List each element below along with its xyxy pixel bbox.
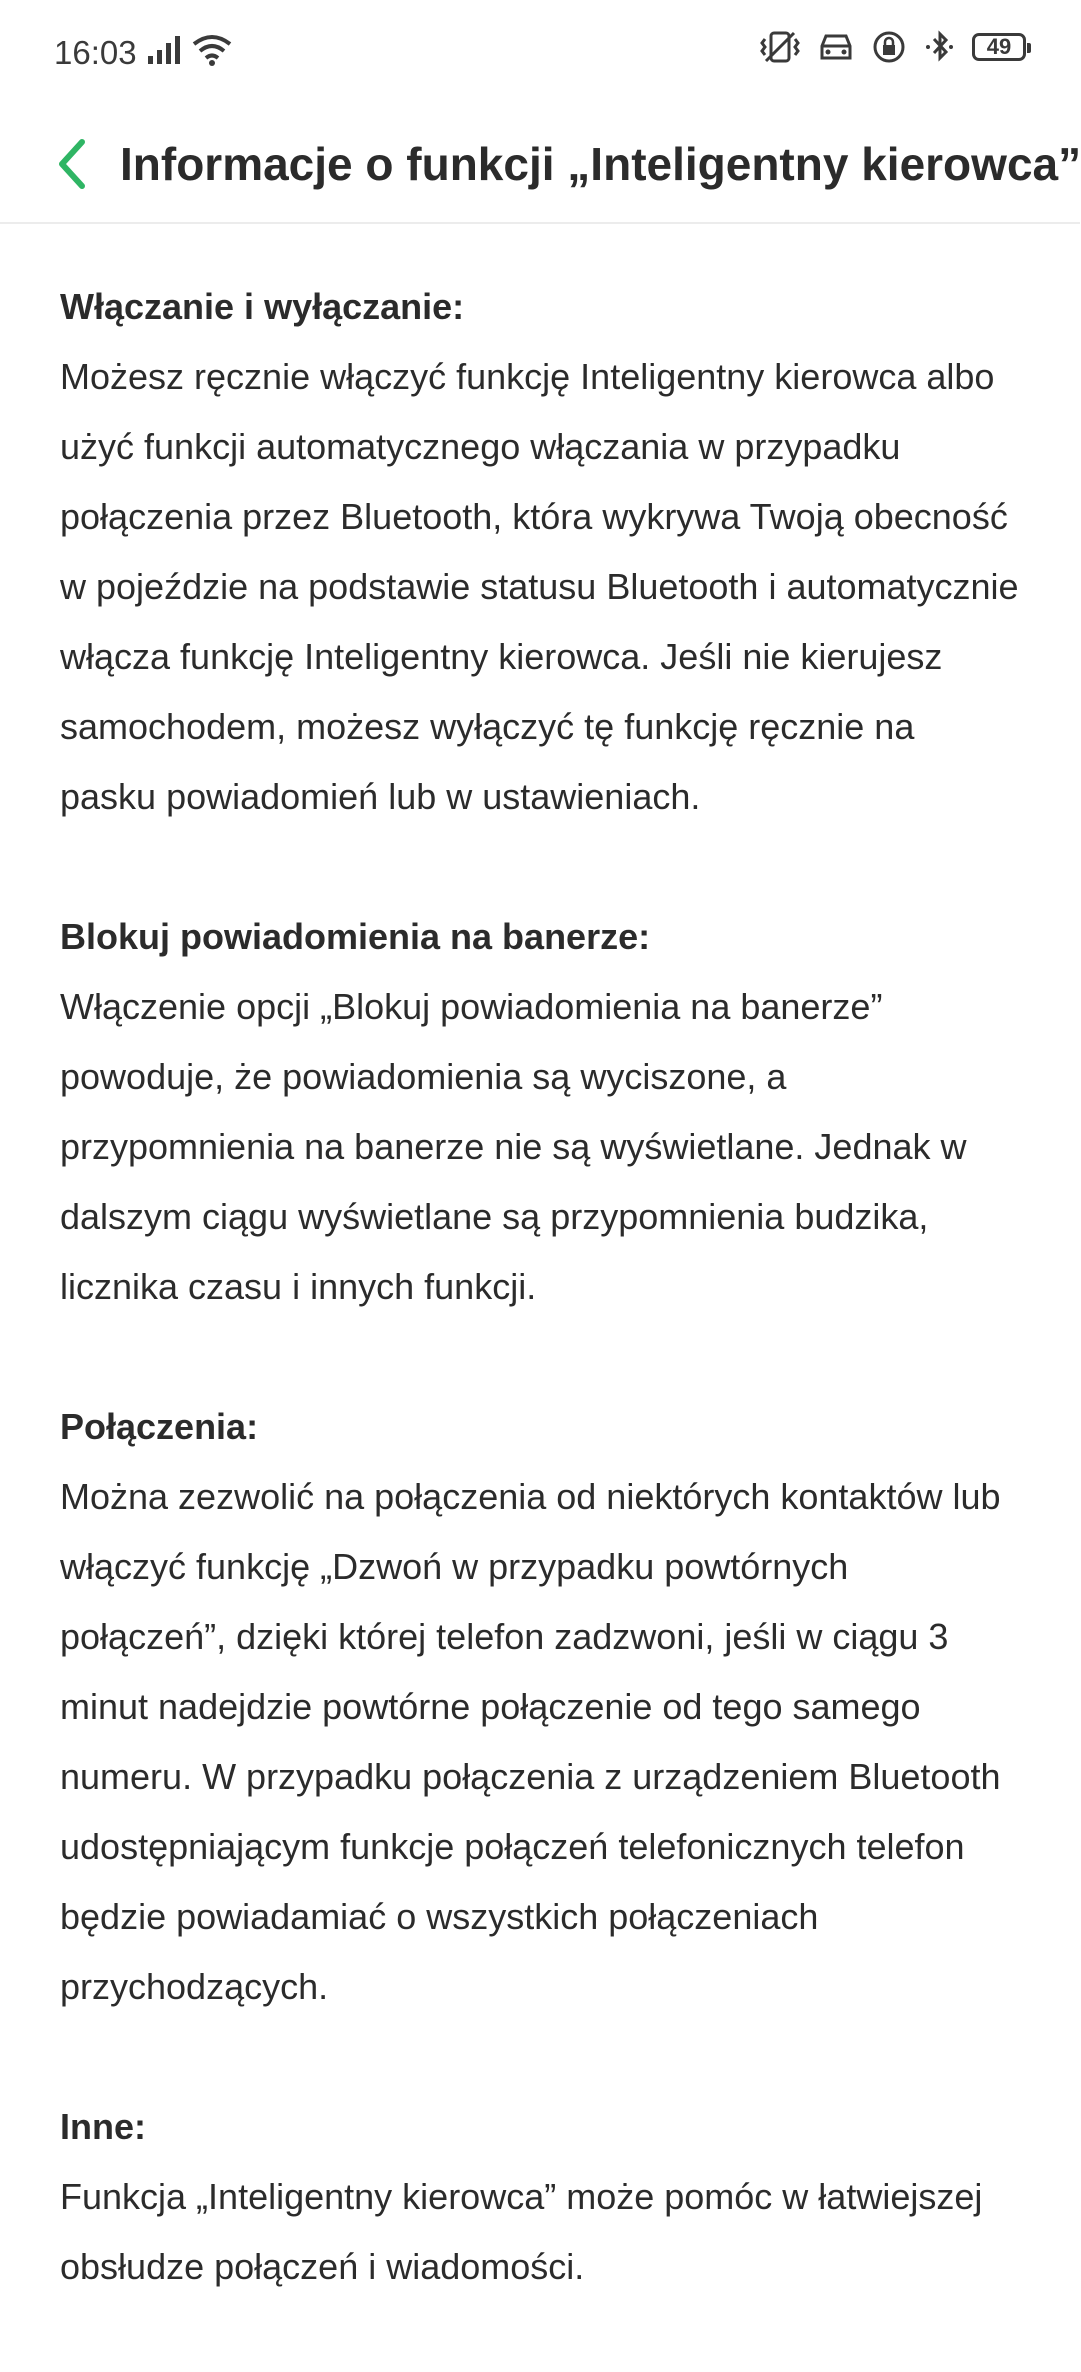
car-icon <box>816 30 856 64</box>
lock-rotation-icon <box>872 30 906 64</box>
signal-icon <box>148 36 182 64</box>
section-heading: Blokuj powiadomienia na banerze: <box>60 916 651 957</box>
section-body: Włączenie opcji „Blokuj powiadomienia na banerze” powoduje, że powiadomienia są wyciszone, a przypomnienia na banerze nie są wyświetlane. Jednak w dalszym ciągu wyświetlane są przypomnienia budzika, licznika czasu i innych funkcji. <box>60 986 967 1307</box>
page-title: Informacje o funkcji „Inteligentny kierowca” <box>120 138 1081 190</box>
app-header <box>0 112 1080 224</box>
section-heading: Połączenia: <box>60 1406 259 1447</box>
status-bar <box>0 0 1080 112</box>
section-on-off <box>60 272 1020 832</box>
section-body: Funkcja „Inteligentny kierowca” może pomóc w łatwiejszej obsłudze połączeń i wiadomości. <box>60 2176 983 2287</box>
chevron-left-icon <box>54 138 90 190</box>
section-heading: Inne: <box>60 2106 146 2147</box>
status-time: 16:03 <box>54 34 137 71</box>
back-button[interactable] <box>36 128 108 200</box>
section-calls <box>60 1392 1020 2022</box>
battery-indicator: 49 <box>972 33 1026 61</box>
bluetooth-icon <box>922 30 956 64</box>
section-other <box>60 2092 1020 2302</box>
section-block-banner <box>60 902 1020 1322</box>
vibrate-icon <box>760 30 800 64</box>
section-body: Możesz ręcznie włączyć funkcję Inteligentny kierowca albo użyć funkcji automatycznego włączania w przypadku połączenia przez Bluetooth, która wykrywa Twoją obecność w pojeździe na podstawie statusu Bluetooth i automatycznie włącza funkcję Inteligentny kierowca. Jeśli nie kierujesz samochodem, możesz wyłączyć tę funkcję ręcznie na pasku powiadomień lub w ustawieniach. <box>60 356 1019 817</box>
wifi-icon <box>192 34 232 66</box>
section-heading: Włączanie i wyłączanie: <box>60 286 465 327</box>
info-content <box>60 272 1020 2372</box>
section-body: Można zezwolić na połączenia od niektórych kontaktów lub włączyć funkcję „Dzwoń w przypadku powtórnych połączeń”, dzięki której telefon zadzwoni, jeśli w ciągu 3 minut nadejdzie powtórne połączenie od tego samego numeru. W przypadku połączenia z urządzeniem Bluetooth udostępniającym funkcje połączeń telefonicznych telefon będzie powiadamiać o wszystkich połączeniach przychodzących. <box>60 1476 1001 2007</box>
